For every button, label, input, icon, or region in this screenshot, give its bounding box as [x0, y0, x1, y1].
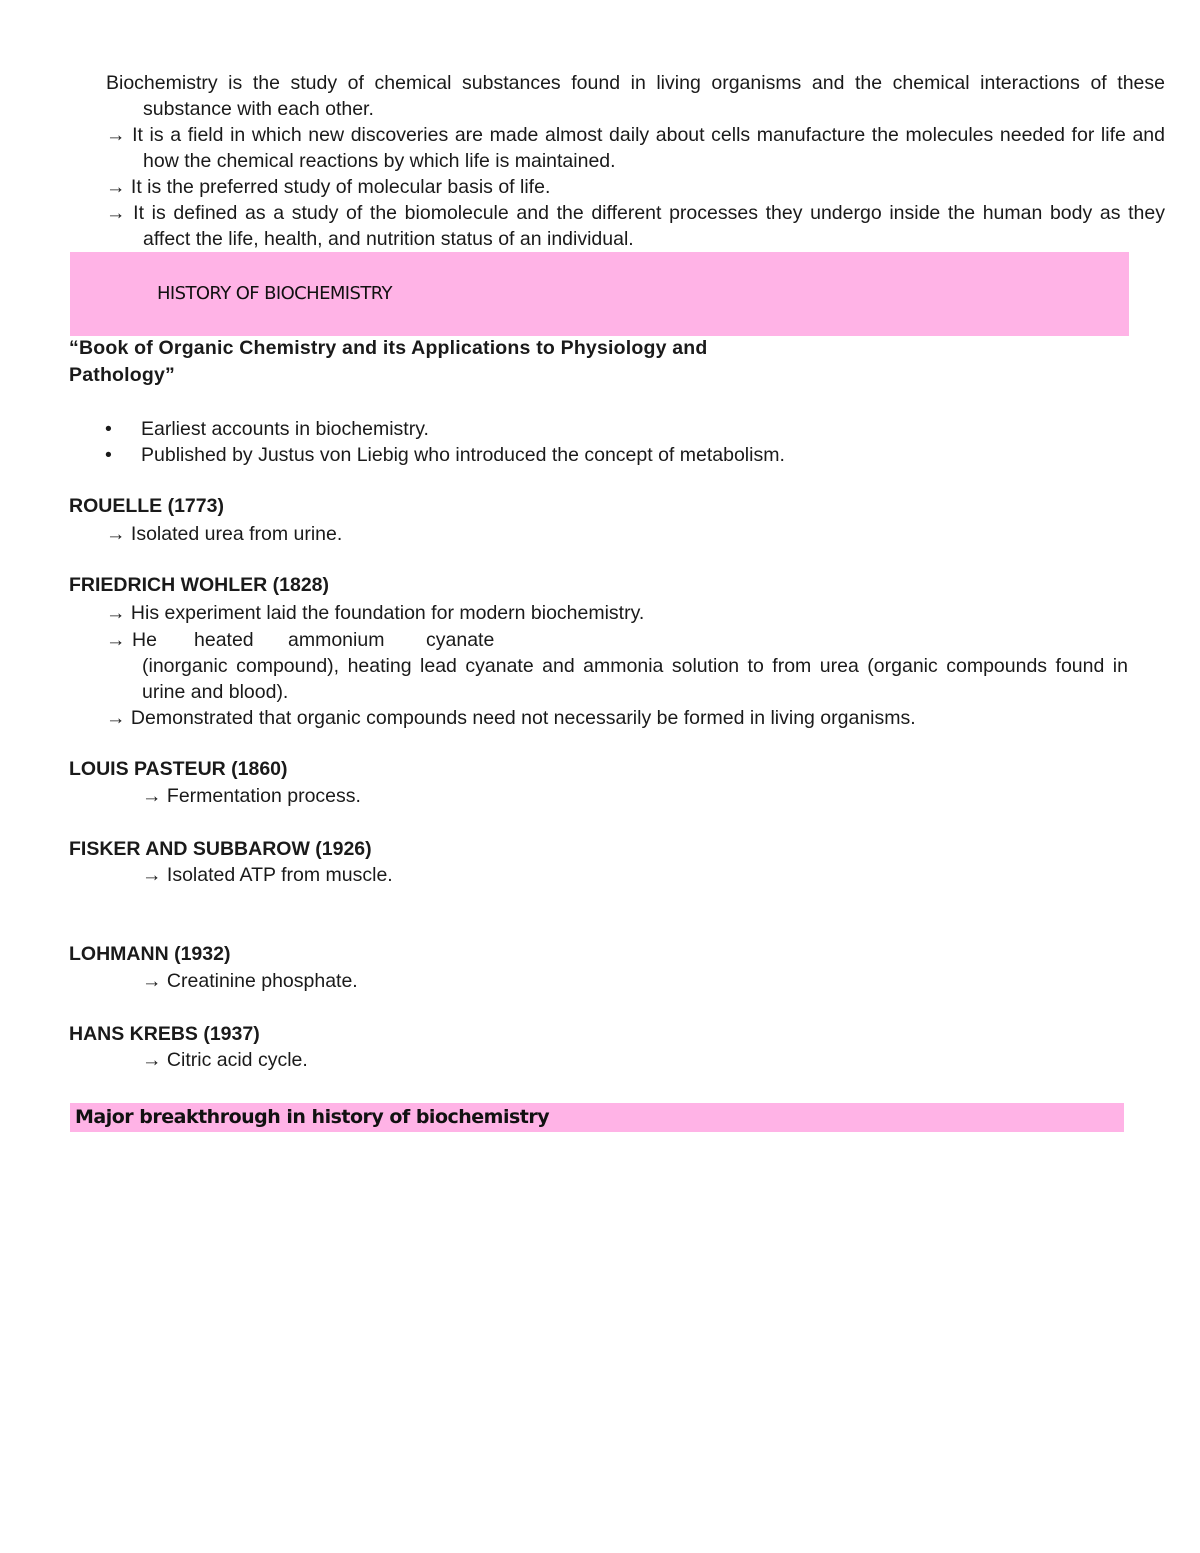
wohler-point-1-text: His experiment laid the foundation for modern biochemistry.	[130, 602, 645, 624]
arrow-glyph: →	[142, 864, 162, 886]
fisker-point	[142, 862, 393, 888]
intro-point-3	[106, 200, 1165, 252]
wohler-point-2-cont: (inorganic compound), heating lead cyanate and ammonia solution to from urea (organic compounds found in urine and blood).	[142, 655, 1128, 703]
lohmann-point	[142, 968, 358, 994]
fisker-point-text: Isolated ATP from muscle.	[166, 864, 393, 886]
arrow-glyph: →	[106, 176, 126, 198]
arrow-glyph: →	[142, 785, 162, 807]
pasteur-point	[142, 783, 361, 809]
word-cyanate: cyanate	[426, 629, 495, 651]
rouelle-point-text: Isolated urea from urine.	[130, 523, 343, 545]
arrow-glyph: →	[106, 124, 126, 146]
rouelle-heading: ROUELLE (1773)	[69, 495, 224, 517]
book-title: “Book of Organic Chemistry and its Applications to Physiology and Pathology”	[69, 337, 708, 386]
arrow-glyph: →	[142, 1049, 162, 1071]
intro-point-text: It is a field in which new discoveries are made almost daily about cells manufacture the molecules needed for life and how the chemical reactions by which life is maintained.	[132, 124, 1165, 172]
wohler-point-2	[106, 627, 506, 653]
intro-definition: Biochemistry is the study of chemical substances found in living organisms and the chemical interactions of these substance with each other.	[106, 72, 1165, 120]
arrow-glyph: →	[106, 629, 126, 651]
intro-point-2	[106, 174, 1165, 200]
pasteur-heading: LOUIS PASTEUR (1860)	[69, 758, 288, 780]
word-ammonium: ammonium	[288, 629, 385, 651]
pasteur-point-text: Fermentation process.	[166, 785, 361, 807]
bullet-glyph: •	[105, 444, 112, 466]
lohmann-point-text: Creatinine phosphate.	[166, 970, 358, 992]
wohler-point-3	[106, 705, 916, 731]
lohmann-heading: LOHMANN (1932)	[69, 943, 231, 965]
arrow-glyph: →	[142, 970, 162, 992]
arrow-glyph: →	[106, 202, 126, 224]
book-bullet-2: Published by Justus von Liebig who introduced the concept of metabolism.	[141, 444, 785, 466]
intro-point-text: It is defined as a study of the biomolecule and the different processes they undergo inside the human body as they affect the life, health, and nutrition status of an individual.	[133, 202, 1166, 250]
arrow-glyph: →	[106, 707, 126, 729]
wohler-heading: FRIEDRICH WOHLER (1828)	[69, 574, 330, 596]
krebs-heading: HANS KREBS (1937)	[69, 1023, 260, 1045]
fisker-heading: FISKER AND SUBBAROW (1926)	[69, 838, 372, 860]
wohler-point-1	[106, 600, 644, 626]
book-bullet-1: Earliest accounts in biochemistry.	[141, 418, 429, 440]
bullet-glyph: •	[105, 418, 112, 440]
arrow-glyph: →	[106, 602, 126, 624]
arrow-glyph: →	[106, 523, 126, 545]
breakthrough-band-title: Major breakthrough in history of biochemistry	[75, 1106, 550, 1128]
rouelle-point	[106, 521, 342, 547]
krebs-point-text: Citric acid cycle.	[166, 1049, 308, 1071]
word-he: He	[132, 629, 157, 651]
history-band-title: HISTORY OF BIOCHEMISTRY	[157, 283, 392, 304]
intro-point-text: It is the preferred study of molecular basis of life.	[130, 176, 551, 198]
word-heated: heated	[194, 629, 254, 651]
krebs-point	[142, 1047, 308, 1073]
wohler-point-3-text: Demonstrated that organic compounds need not necessarily be formed in living organisms.	[130, 707, 916, 729]
intro-point-1	[106, 122, 1165, 174]
